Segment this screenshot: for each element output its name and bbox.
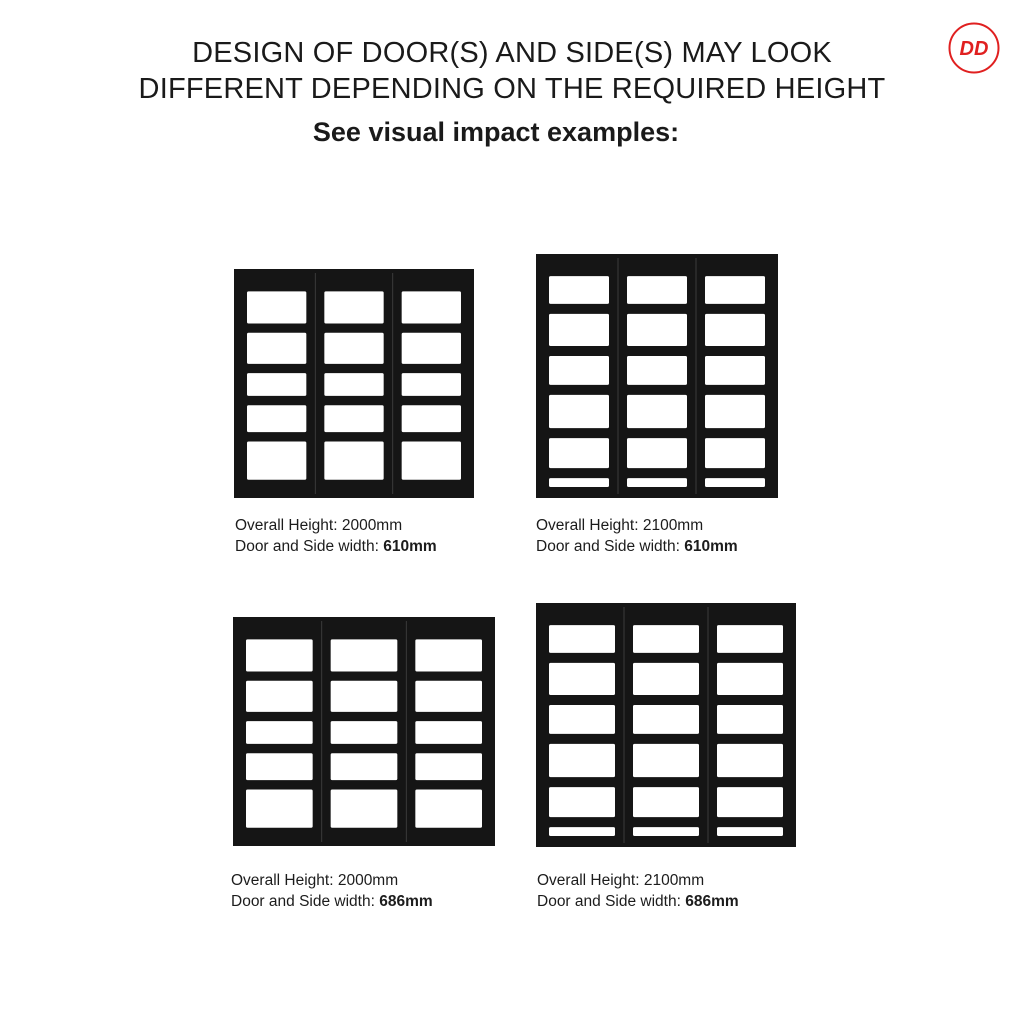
glass-pane [247,405,306,432]
examples-subheading: See visual impact examples: [312,117,680,147]
glass-pane [402,333,461,364]
width-label: Door and Side width: [231,893,375,910]
glass-pane [633,787,699,817]
door-example-4 [536,603,796,847]
overall-height-value: 2000mm [341,517,403,534]
caption-example-1 [235,515,437,557]
glass-pane [627,356,687,385]
glass-pane [549,478,609,487]
glass-pane [633,827,699,836]
glass-pane [246,753,313,780]
overall-height-line [537,870,739,891]
glass-pane [247,291,306,323]
width-label: Door and Side width: [235,538,379,555]
glass-pane [324,333,383,364]
overall-height-value: 2000mm [337,872,399,889]
overall-height-label: Overall Height: [537,872,640,889]
overall-height-line [231,870,433,891]
glass-pane [549,276,609,304]
glass-pane [705,356,765,385]
glass-pane [717,827,783,836]
glass-pane [705,314,765,346]
overall-height-line [235,515,437,536]
glass-pane [549,744,615,777]
headline-line-1: DESIGN OF DOOR(S) AND SIDE(S) MAY LOOK [192,37,832,69]
glass-pane [627,395,687,428]
glass-pane [415,681,482,712]
width-value: 686mm [685,893,739,910]
width-line [536,536,738,557]
glass-pane [247,373,306,396]
glass-pane [705,276,765,304]
width-line [537,891,739,912]
glass-pane [549,827,615,836]
width-line [231,891,433,912]
glass-pane [705,478,765,487]
glass-pane [627,276,687,304]
glass-pane [402,405,461,432]
glass-pane [549,395,609,428]
glass-pane [549,356,609,385]
glass-pane [246,789,313,827]
glass-pane [246,639,313,671]
glass-pane [324,291,383,323]
door-example-1 [234,269,474,498]
glass-pane [324,405,383,432]
width-value: 686mm [379,893,433,910]
glass-pane [549,787,615,817]
glass-pane [402,291,461,323]
glass-pane [549,625,615,653]
glass-pane [415,639,482,671]
door-leaf-2 [324,291,383,479]
width-value: 610mm [383,538,437,555]
glass-pane [717,705,783,734]
overall-height-label: Overall Height: [235,517,338,534]
glass-pane [331,681,398,712]
glass-pane [415,789,482,827]
glass-pane [717,787,783,817]
door-example-2 [536,254,778,498]
glass-pane [633,705,699,734]
glass-pane [415,753,482,780]
glass-pane [324,441,383,479]
overall-height-value: 2100mm [643,872,705,889]
headline-line-2: DIFFERENT DEPENDING ON THE REQUIRED HEIGHT [138,73,886,105]
width-label: Door and Side width: [536,538,680,555]
glass-pane [324,373,383,396]
glass-pane [705,395,765,428]
width-value: 610mm [684,538,738,555]
glass-pane [246,721,313,744]
glass-pane [717,625,783,653]
glass-pane [247,441,306,479]
glass-pane [331,753,398,780]
glass-pane [402,373,461,396]
glass-pane [331,639,398,671]
caption-example-2 [536,515,738,557]
door-leaf-1 [247,291,306,479]
glass-pane [633,744,699,777]
glass-pane [549,663,615,695]
glass-pane [717,663,783,695]
overall-height-label: Overall Height: [536,517,639,534]
width-line [235,536,437,557]
overall-height-value: 2100mm [642,517,704,534]
glass-pane [331,789,398,827]
door-leaf-1 [246,639,313,827]
glass-pane [549,705,615,734]
dd-brand-logo-icon [947,21,1001,75]
glass-pane [627,478,687,487]
door-leaf-3 [415,639,482,827]
caption-example-3 [231,870,433,912]
glass-pane [633,625,699,653]
overall-height-line [536,515,738,536]
door-leaf-3 [402,291,461,479]
glass-pane [717,744,783,777]
glass-pane [705,438,765,468]
caption-example-4 [537,870,739,912]
glass-pane [627,314,687,346]
door-example-3 [233,617,495,846]
glass-pane [402,441,461,479]
glass-pane [415,721,482,744]
door-leaf-2 [331,639,398,827]
glass-pane [627,438,687,468]
glass-pane [247,333,306,364]
glass-pane [331,721,398,744]
glass-pane [633,663,699,695]
glass-pane [549,314,609,346]
logo-text: DD [959,38,989,60]
overall-height-label: Overall Height: [231,872,334,889]
glass-pane [246,681,313,712]
glass-pane [549,438,609,468]
width-label: Door and Side width: [537,893,681,910]
